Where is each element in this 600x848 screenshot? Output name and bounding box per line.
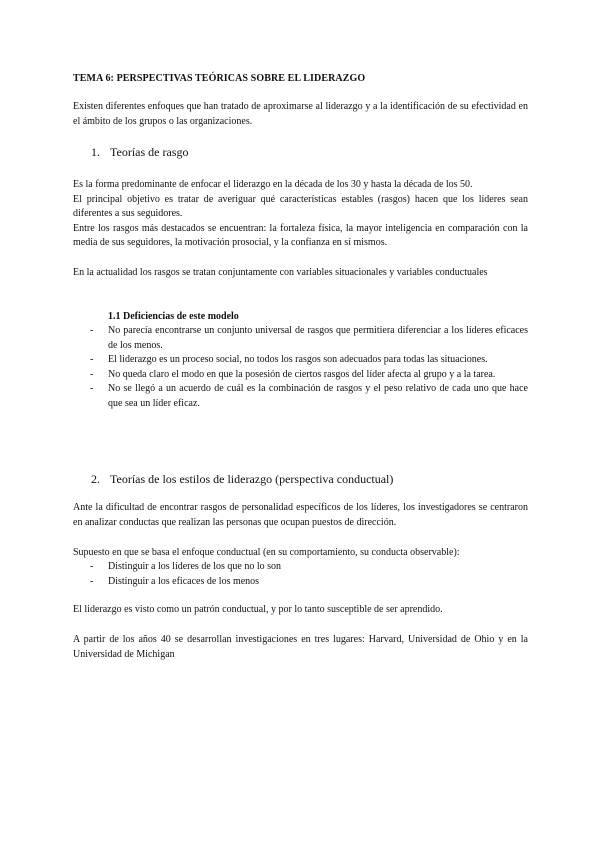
- intro-paragraph: Existen diferentes enfoques que han tratado de aproximarse al liderazgo y a la identificación de su efectividad en el ámbito de los grupos o las organizaciones.: [73, 101, 528, 127]
- section-1-p1-line1: Es la forma predominante de enfocar el liderazgo en la década de los 30 y hasta la década de los 50.: [73, 179, 473, 190]
- section-2-paragraph-4: A partir de los años 40 se desarrollan investigaciones en tres lugares: Harvard, Universidad de Ohio y en la Universidad de Michigan: [73, 634, 528, 660]
- list-item: - El liderazgo es un proceso social, no todos los rasgos son adecuados para todas las situaciones.: [73, 353, 528, 368]
- section-1-heading: [91, 145, 188, 160]
- list-item: - No parecía encontrarse un conjunto universal de rasgos que permitiera diferenciar a los líderes eficaces de los menos.: [90, 325, 528, 351]
- list-item: - Distinguir a los líderes de los que no lo son: [73, 560, 528, 575]
- section-1-number: 1.: [91, 145, 100, 159]
- section-1-paragraph-2: En la actualidad los rasgos se tratan conjuntamente con variables situacionales y variables conductuales: [73, 267, 488, 278]
- dash-marker: -: [90, 368, 94, 380]
- dash-marker: -: [90, 575, 94, 587]
- section-1-title: Teorías de rasgo: [110, 145, 189, 159]
- dash-marker: -: [90, 354, 94, 366]
- subsection-1-1-heading: 1.1 Deficiencias de este modelo: [108, 311, 239, 322]
- behavioral-assumptions-list: [73, 560, 528, 589]
- dash-marker: -: [90, 383, 94, 395]
- deficiencies-list: [73, 324, 528, 412]
- section-2-paragraph-3: El liderazgo es visto como un patrón conductual, y por lo tanto susceptible de ser aprendido.: [73, 604, 443, 615]
- section-1-paragraph-1: [73, 178, 528, 251]
- list-item: - No se llegó a un acuerdo de cuál es la combinación de rasgos y el peso relativo de cada uno que hace que sea un líder eficaz.: [90, 383, 528, 409]
- section-1-p1-line2: El principal objetivo es tratar de averiguar qué características estables (rasgos) hacen que los líderes sean diferentes a sus seguidores.: [73, 193, 528, 220]
- document-title: TEMA 6: PERSPECTIVAS TEÓRICAS SOBRE EL LIDERAZGO: [73, 73, 366, 84]
- dash-marker: -: [90, 561, 94, 572]
- list-item: - Distinguir a los eficaces de los menos: [73, 575, 528, 590]
- section-2-title: Teorías de los estilos de liderazgo (perspectiva conductual): [110, 472, 394, 486]
- section-2-paragraph-1: Ante la dificultad de encontrar rasgos de personalidad específicos de los líderes, los investigadores se centraron en analizar conductas que realizan las personas que ocupan puestos de dirección.: [73, 502, 528, 528]
- section-2-number: 2.: [91, 472, 100, 486]
- section-1-p1-line3: Entre los rasgos más destacados se encuentran: la fortaleza física, la mayor inteligencia en comparación con la media de sus seguidores, la motivación prosocial, y la confianza en sí mismos.: [73, 222, 528, 249]
- section-2-heading: [91, 472, 393, 487]
- section-2-paragraph-2: Supuesto en que se basa el enfoque conductual (en su comportamiento, su conducta observable):: [73, 547, 460, 558]
- dash-marker: -: [90, 325, 94, 336]
- list-item: - No queda claro el modo en que la posesión de ciertos rasgos del líder afecta al grupo y a la tarea.: [73, 368, 528, 383]
